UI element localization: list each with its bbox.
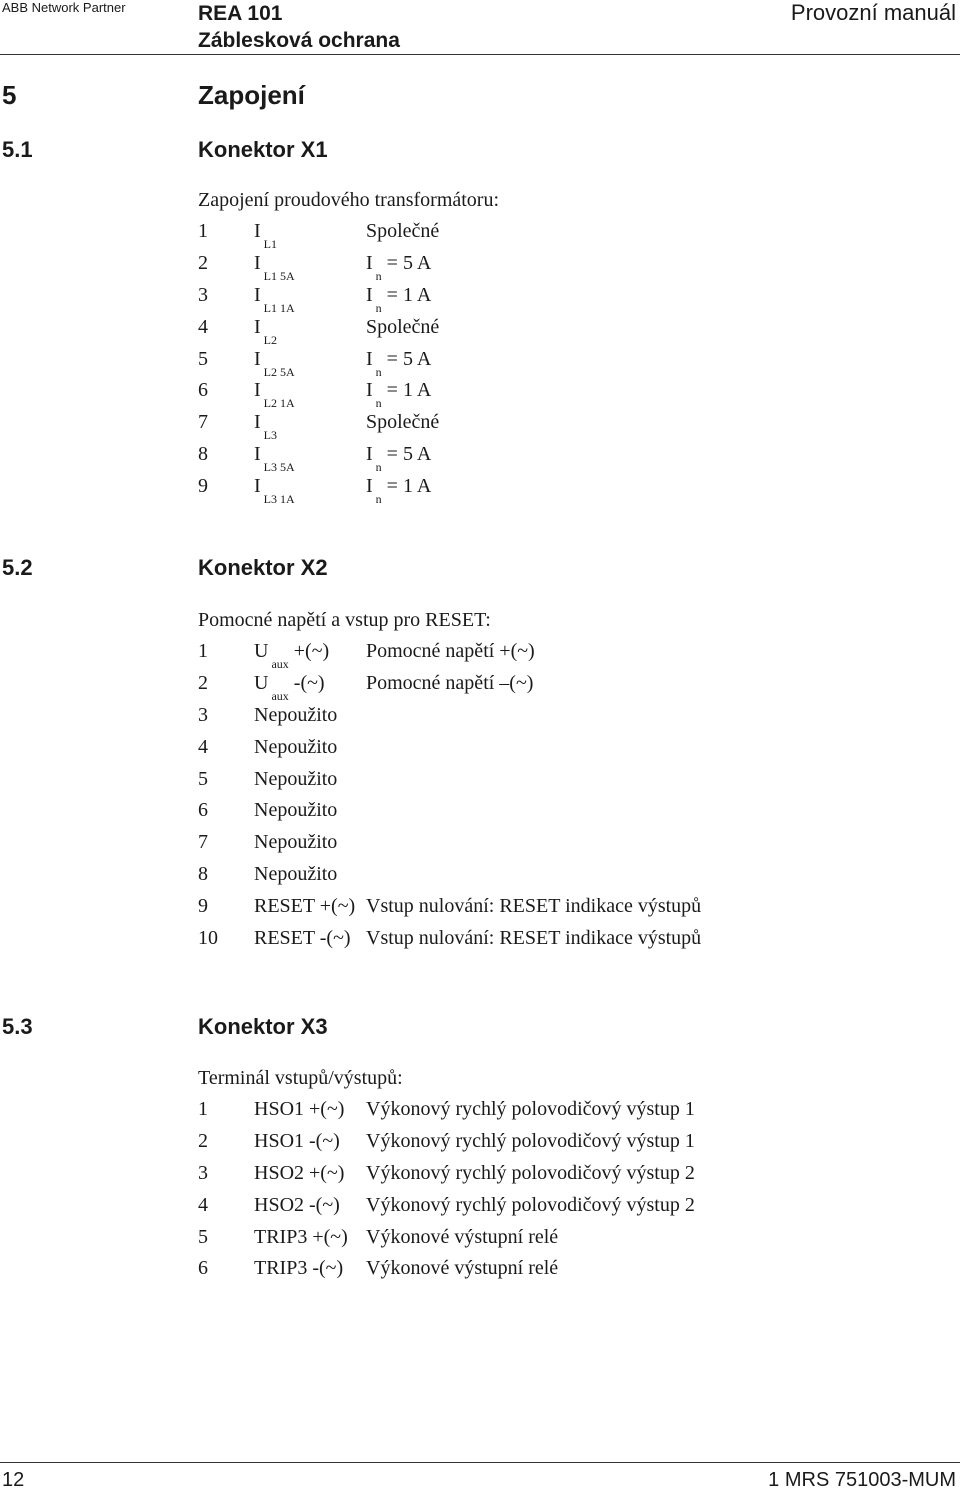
chapter-title: Zapojení — [198, 80, 305, 110]
pin-description: Výkonový rychlý polovodičový výstup 2 — [366, 1193, 695, 1216]
pin-number: 8 — [198, 863, 208, 886]
pin-description — [366, 280, 431, 314]
rated-current-subscript: n — [375, 364, 382, 379]
pin-description: Společné — [366, 411, 440, 434]
pin-signal — [254, 1253, 343, 1285]
pin-row — [198, 375, 499, 411]
signal-subscript: L3 1A — [263, 492, 295, 507]
document-type: Provozní manuál — [790, 0, 956, 25]
signal-subscript: L2 5A — [263, 364, 295, 379]
signal-subscript: L3 5A — [263, 460, 295, 475]
pin-list — [198, 216, 499, 507]
pin-row — [198, 280, 499, 315]
pin-row — [198, 1126, 695, 1158]
pin-number: 1 — [198, 640, 208, 662]
signal-subscript: L2 1A — [263, 396, 295, 411]
pin-number: 3 — [198, 703, 208, 726]
pin-row — [198, 923, 702, 955]
pin-signal — [254, 1126, 340, 1158]
pin-signal — [254, 407, 277, 441]
pin-signal — [254, 764, 337, 796]
signal-symbol: U — [254, 640, 269, 662]
pin-signal — [254, 439, 295, 473]
signal-symbol: Nepoužito — [254, 863, 338, 886]
signal-symbol: I — [254, 315, 261, 338]
signal-subscript: aux — [271, 657, 289, 671]
pin-signal — [254, 1094, 344, 1126]
section-number: 5.3 — [2, 1014, 33, 1039]
pin-description: Vstup nulování: RESET indikace výstupů — [366, 927, 702, 950]
rated-current-value: = 5 A — [381, 443, 432, 466]
signal-symbol: I — [254, 283, 261, 306]
footer-divider — [0, 1462, 960, 1463]
pin-number: 1 — [198, 1098, 208, 1120]
rated-current-value: = 1 A — [381, 379, 432, 402]
signal-symbol: I — [254, 347, 261, 370]
signal-symbol: Nepoužito — [254, 799, 338, 822]
signal-symbol: Nepoužito — [254, 735, 338, 758]
pin-row — [198, 1158, 695, 1190]
pin-description — [366, 439, 431, 473]
rated-current-subscript: n — [375, 460, 382, 475]
rated-current-value: = 5 A — [381, 251, 432, 274]
pin-description — [366, 375, 431, 409]
pin-signal — [254, 312, 277, 346]
pin-row — [198, 859, 491, 891]
signal-subscript: L2 — [263, 332, 278, 347]
section-number: 5.2 — [2, 555, 33, 580]
pin-row — [198, 1094, 695, 1126]
section-intro: Zapojení proudového transformátoru: — [198, 189, 500, 211]
signal-symbol: U — [254, 671, 269, 694]
pin-description: Společné — [366, 220, 440, 242]
pin-description — [366, 344, 431, 378]
pin-signal — [254, 1158, 344, 1190]
rated-current-subscript: n — [375, 492, 382, 507]
signal-symbol: Nepoužito — [254, 831, 338, 854]
pin-signal — [254, 795, 337, 827]
pin-number: 4 — [198, 735, 208, 758]
signal-polarity: -(~) — [288, 671, 325, 694]
pin-number: 3 — [198, 283, 208, 306]
pin-signal — [254, 859, 337, 891]
pin-signal — [254, 471, 295, 505]
header-partner: ABB Network Partner — [2, 0, 126, 15]
pin-description: Vstup nulování: RESET indikace výstupů — [366, 895, 702, 918]
signal-symbol: I — [254, 379, 261, 402]
signal-symbol: I — [254, 411, 261, 434]
signal-symbol: I — [254, 443, 261, 466]
product-subtitle: Záblesková ochrana — [198, 29, 400, 52]
header-divider — [0, 54, 960, 55]
pin-row — [198, 636, 535, 671]
pin-number: 9 — [198, 895, 208, 918]
signal-symbol: Nepoužito — [254, 767, 338, 790]
product-name: REA 101 — [198, 2, 283, 25]
pin-number: 5 — [198, 767, 208, 790]
pin-signal — [254, 732, 337, 764]
chapter-number: 5 — [2, 80, 17, 110]
signal-symbol: I — [254, 475, 261, 498]
pin-signal — [254, 1222, 348, 1254]
pin-row — [198, 700, 491, 732]
signal-symbol: RESET -(~) — [254, 927, 351, 950]
pin-signal — [254, 891, 355, 923]
pin-number: 4 — [198, 1193, 208, 1216]
signal-symbol: TRIP3 -(~) — [254, 1257, 344, 1280]
page-number: 12 — [2, 1469, 25, 1491]
pin-signal — [254, 216, 277, 250]
pin-row — [198, 407, 499, 443]
section-title: Konektor X3 — [198, 1014, 328, 1039]
rated-current-subscript: n — [375, 396, 382, 411]
signal-subscript: aux — [271, 688, 289, 703]
pin-number: 5 — [198, 1225, 208, 1248]
pin-number: 5 — [198, 347, 208, 370]
pin-row — [198, 216, 499, 251]
signal-symbol: HSO2 -(~) — [254, 1193, 340, 1216]
pin-row — [198, 891, 702, 923]
pin-signal — [254, 827, 337, 859]
pin-signal — [254, 668, 325, 702]
rated-current-symbol: I — [366, 251, 373, 274]
pin-signal — [254, 700, 337, 732]
pin-number: 3 — [198, 1161, 208, 1184]
pin-signal — [254, 636, 329, 670]
rated-current-symbol: I — [366, 379, 373, 402]
pin-list — [198, 636, 702, 955]
signal-symbol: I — [254, 220, 261, 242]
rated-current-value: = 1 A — [381, 283, 432, 306]
pin-signal — [254, 344, 295, 378]
pin-signal — [254, 280, 295, 314]
header-product-title — [198, 0, 400, 54]
pin-description: Pomocné napětí –(~) — [366, 671, 534, 694]
rated-current-symbol: I — [366, 475, 373, 498]
document-id: 1 MRS 751003-MUM — [768, 1469, 956, 1491]
signal-symbol: I — [254, 251, 261, 274]
section-number: 5.1 — [2, 137, 33, 162]
pin-number: 10 — [198, 927, 218, 950]
pin-description: Společné — [366, 315, 440, 338]
section-title: Konektor X1 — [198, 137, 328, 162]
pin-description: Výkonový rychlý polovodičový výstup 1 — [366, 1129, 695, 1152]
pin-row — [198, 471, 499, 507]
signal-subscript: L3 — [263, 428, 278, 443]
signal-polarity: +(~) — [288, 640, 330, 662]
pin-description: Výkonové výstupní relé — [366, 1225, 559, 1248]
signal-subscript: L1 — [263, 237, 278, 251]
signal-symbol: HSO2 +(~) — [254, 1161, 345, 1184]
pin-list — [198, 1094, 695, 1285]
pin-description: Pomocné napětí +(~) — [366, 640, 535, 662]
pin-signal — [254, 923, 351, 955]
pin-number: 2 — [198, 671, 208, 694]
pin-number: 7 — [198, 831, 208, 854]
pin-number: 6 — [198, 379, 208, 402]
pin-number: 6 — [198, 799, 208, 822]
pin-row — [198, 668, 534, 703]
pin-row — [198, 1222, 559, 1254]
section-intro: Terminál vstupů/výstupů: — [198, 1067, 403, 1089]
pin-row — [198, 764, 491, 796]
pin-number: 2 — [198, 1129, 208, 1152]
connector-x3-table — [198, 1062, 695, 1285]
pin-number: 4 — [198, 315, 208, 338]
pin-row — [198, 248, 499, 283]
pin-description: Výkonové výstupní relé — [366, 1257, 559, 1280]
pin-row — [198, 732, 491, 764]
pin-number: 1 — [198, 220, 208, 242]
signal-symbol: HSO1 +(~) — [254, 1098, 345, 1120]
signal-symbol: HSO1 -(~) — [254, 1129, 340, 1152]
pin-row — [198, 312, 499, 347]
connector-x2-table — [198, 604, 702, 955]
pin-row — [198, 344, 499, 379]
pin-row — [198, 1190, 695, 1222]
signal-subscript: L1 1A — [263, 300, 295, 315]
signal-subscript: L1 5A — [263, 268, 295, 283]
section-title: Konektor X2 — [198, 555, 328, 580]
pin-number: 7 — [198, 411, 208, 434]
rated-current-subscript: n — [375, 300, 382, 315]
rated-current-symbol: I — [366, 347, 373, 370]
signal-symbol: Nepoužito — [254, 703, 338, 726]
rated-current-symbol: I — [366, 443, 373, 466]
pin-number: 6 — [198, 1257, 208, 1280]
rated-current-subscript: n — [375, 268, 382, 283]
section-intro: Pomocné napětí a vstup pro RESET: — [198, 609, 491, 631]
pin-number: 9 — [198, 475, 208, 498]
pin-description — [366, 248, 431, 282]
pin-description: Výkonový rychlý polovodičový výstup 2 — [366, 1161, 695, 1184]
signal-symbol: TRIP3 +(~) — [254, 1225, 348, 1248]
pin-signal — [254, 375, 295, 409]
pin-row — [198, 827, 491, 859]
pin-signal — [254, 248, 295, 282]
pin-row — [198, 439, 499, 475]
rated-current-value: = 1 A — [381, 475, 432, 498]
pin-signal — [254, 1190, 340, 1222]
pin-row — [198, 795, 491, 827]
rated-current-symbol: I — [366, 283, 373, 306]
rated-current-value: = 5 A — [381, 347, 432, 370]
pin-number: 2 — [198, 251, 208, 274]
signal-symbol: RESET +(~) — [254, 895, 356, 918]
pin-row — [198, 1253, 559, 1285]
pin-number: 8 — [198, 443, 208, 466]
connector-x1-table — [198, 184, 500, 507]
pin-description: Výkonový rychlý polovodičový výstup 1 — [366, 1098, 695, 1120]
pin-description — [366, 471, 431, 505]
